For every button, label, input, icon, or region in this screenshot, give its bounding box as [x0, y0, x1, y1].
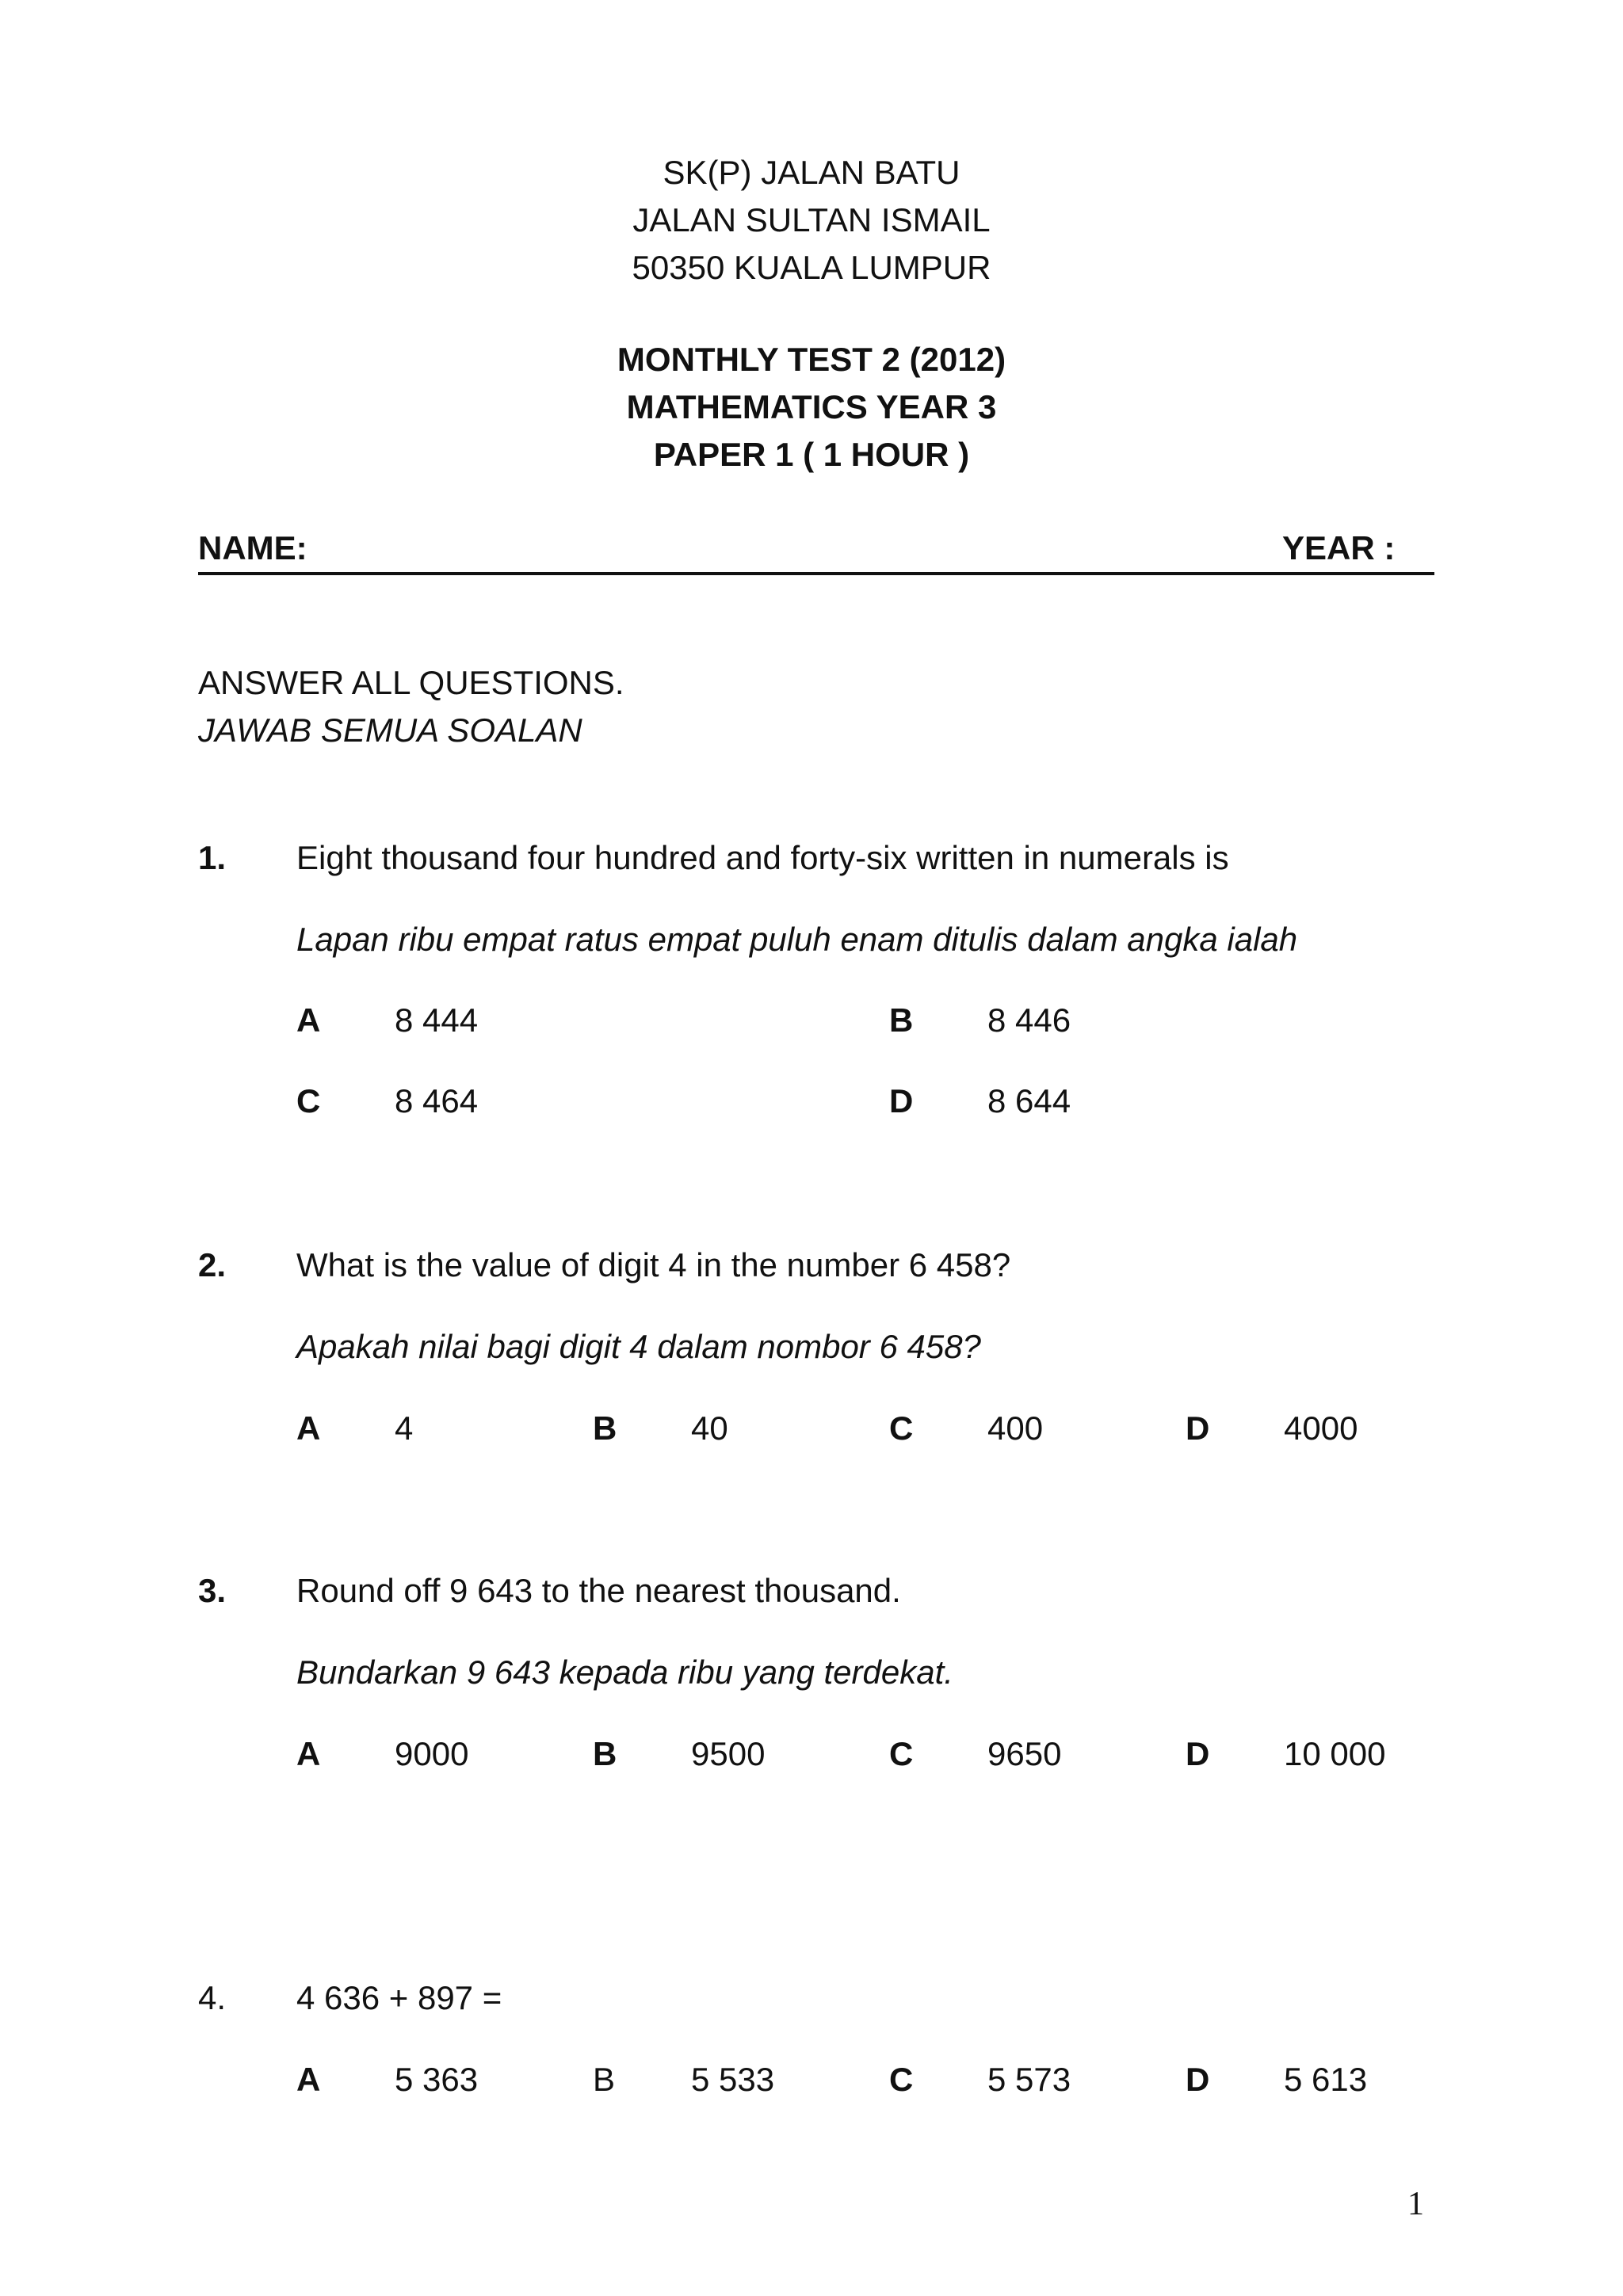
question-text-en: Round off 9 643 to the nearest thousand. — [296, 1572, 901, 1609]
option-letter: B — [593, 2061, 616, 2098]
question-text-ms: Apakah nilai bagi digit 4 dalam nombor 6 458? — [296, 1328, 981, 1365]
option-value: 5 573 — [987, 2061, 1071, 2098]
name-label: NAME: — [198, 529, 307, 566]
question-text-en: 4 636 + 897 = — [296, 1979, 502, 2016]
question-number: 1. — [198, 839, 227, 876]
instruction-ms: JAWAB SEMUA SOALAN — [198, 711, 582, 749]
question-text-en: Eight thousand four hundred and forty-six written in numerals is — [296, 839, 1229, 876]
option-letter: D — [1186, 1735, 1210, 1772]
year-label: YEAR : — [1282, 529, 1396, 566]
option-value: 5 533 — [691, 2061, 775, 2098]
instruction-en: ANSWER ALL QUESTIONS. — [198, 664, 624, 701]
school-street: JALAN SULTAN ISMAIL — [632, 201, 991, 238]
option-value: 40 — [691, 1409, 728, 1447]
question-number: 3. — [198, 1572, 227, 1609]
option-letter: C — [889, 1409, 914, 1447]
option-letter: A — [296, 1001, 321, 1039]
option-value: 8 464 — [395, 1082, 479, 1119]
option-value: 5 613 — [1284, 2061, 1368, 2098]
option-letter: D — [1186, 1409, 1210, 1447]
option-letter: A — [296, 1735, 321, 1772]
option-letter: B — [593, 1735, 617, 1772]
option-value: 5 363 — [395, 2061, 479, 2098]
option-value: 9650 — [987, 1735, 1062, 1772]
option-value: 8 644 — [987, 1082, 1071, 1119]
option-value: 4000 — [1284, 1409, 1358, 1447]
question-number: 4. — [198, 1979, 227, 2016]
school-header — [0, 149, 1623, 292]
test-header — [0, 336, 1623, 479]
option-letter: C — [889, 2061, 914, 2098]
option-letter: A — [296, 2061, 321, 2098]
test-paper: PAPER 1 ( 1 HOUR ) — [653, 436, 970, 473]
option-value: 9500 — [691, 1735, 766, 1772]
option-letter: D — [1186, 2061, 1210, 2098]
option-letter: A — [296, 1409, 321, 1447]
option-value: 400 — [987, 1409, 1044, 1447]
name-year-rule — [198, 572, 1434, 575]
option-letter: D — [889, 1082, 914, 1119]
option-value: 8 444 — [395, 1001, 479, 1039]
option-value: 8 446 — [987, 1001, 1071, 1039]
option-letter: C — [296, 1082, 321, 1119]
page-number: 1 — [1407, 2186, 1424, 2222]
school-city: 50350 KUALA LUMPUR — [632, 249, 991, 286]
option-value: 4 — [395, 1409, 414, 1447]
option-letter: C — [889, 1735, 914, 1772]
question-text-ms: Lapan ribu empat ratus empat puluh enam ditulis dalam angka ialah — [296, 921, 1298, 958]
test-subject: MATHEMATICS YEAR 3 — [626, 388, 997, 425]
option-value: 9000 — [395, 1735, 469, 1772]
question-text-ms: Bundarkan 9 643 kepada ribu yang terdekat. — [296, 1653, 953, 1691]
test-title: MONTHLY TEST 2 (2012) — [617, 341, 1006, 378]
option-letter: B — [889, 1001, 914, 1039]
school-name: SK(P) JALAN BATU — [663, 154, 960, 191]
question-number: 2. — [198, 1246, 227, 1283]
option-value: 10 000 — [1284, 1735, 1386, 1772]
question-text-en: What is the value of digit 4 in the number 6 458? — [296, 1246, 1011, 1283]
option-letter: B — [593, 1409, 617, 1447]
